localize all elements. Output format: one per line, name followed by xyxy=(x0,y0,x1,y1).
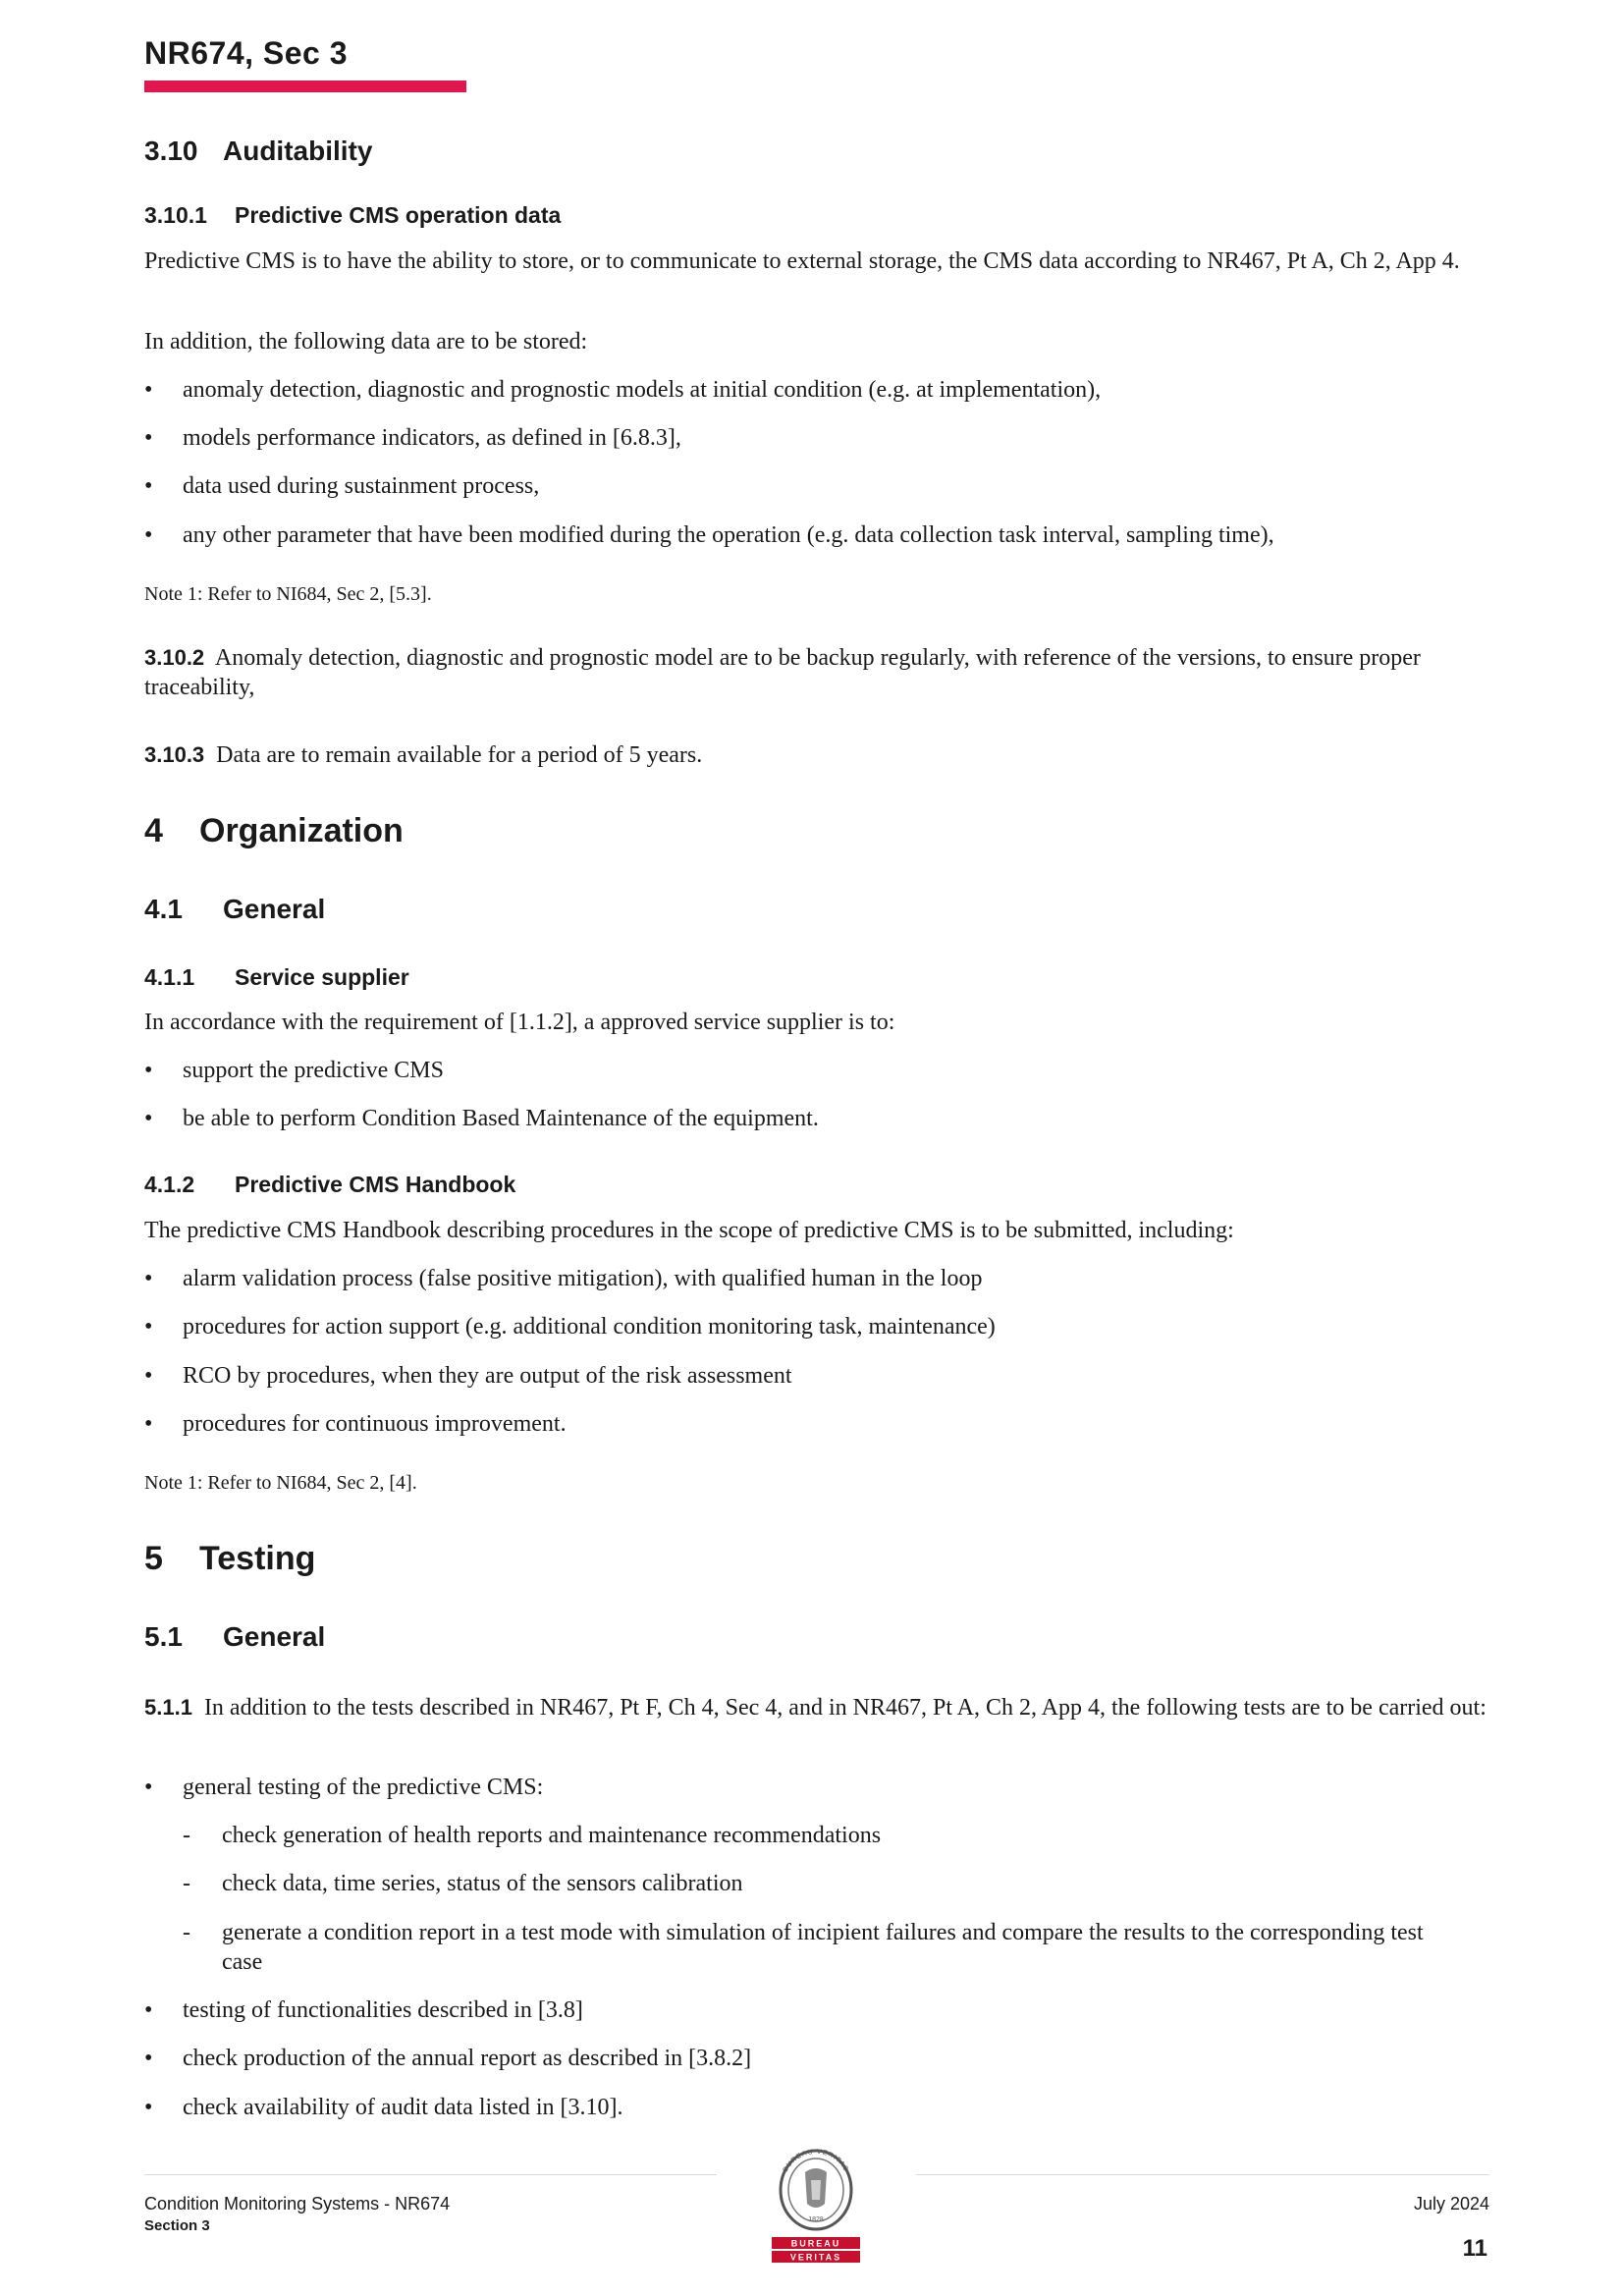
bullet-icon: • xyxy=(144,1411,153,1437)
footer-divider xyxy=(916,2174,1489,2175)
paragraph-3-10-2: 3.10.2 Anomaly detection, diagnostic and prognostic model are to be backup regularly, with reference of the versions, to ensure proper traceability, xyxy=(144,645,1421,700)
bullet-icon: • xyxy=(144,1058,153,1083)
paragraph-5-1-1: 5.1.1 In addition to the tests described in NR467, Pt F, Ch 4, Sec 4, and in NR467, Pt A, Ch 2, App 4, the following tests are to be carried out: xyxy=(144,1695,1487,1721)
bureau-veritas-logo-icon xyxy=(766,2143,866,2265)
heading-4: 4 Organization xyxy=(144,812,404,849)
heading-5-1: 5.1 General xyxy=(144,1621,326,1652)
paragraph: The predictive CMS Handbook describing procedures in the scope of predictive CMS is to be submitted, including: xyxy=(144,1218,1234,1243)
bullet-icon: • xyxy=(144,522,153,548)
heading-4-1-1: 4.1.1 Service supplier xyxy=(144,964,409,990)
bullet-icon: • xyxy=(144,473,153,499)
svg-text:BUREAU: BUREAU xyxy=(790,2238,841,2249)
footer-doc-info: Condition Monitoring Systems - NR674 Section 3 xyxy=(144,2194,451,2234)
svg-text:VERITAS: VERITAS xyxy=(789,2252,842,2263)
paragraph: In addition, the following data are to be stored: xyxy=(144,329,588,355)
paragraph-3-10-3: 3.10.3 Data are to remain available for a period of 5 years. xyxy=(144,742,703,768)
footer-divider xyxy=(144,2174,717,2175)
page-header-title: NR674, Sec 3 xyxy=(144,35,349,71)
svg-text:BUREAU VERITAS: BUREAU VERITAS xyxy=(782,2148,850,2173)
note: Note 1: Refer to NI684, Sec 2, [4]. xyxy=(144,1472,417,1494)
footer-date: July 2024 xyxy=(1413,2194,1489,2214)
bullet-icon: • xyxy=(144,2046,153,2071)
paragraph: In accordance with the requirement of [1.1.2], a approved service supplier is to: xyxy=(144,1010,895,1035)
bullet-icon: • xyxy=(144,377,153,403)
note: Note 1: Refer to NI684, Sec 2, [5.3]. xyxy=(144,583,432,605)
bullet-icon: • xyxy=(144,1363,153,1389)
dash-marker: - xyxy=(183,1871,190,1896)
heading-4-1-2: 4.1.2 Predictive CMS Handbook xyxy=(144,1172,516,1197)
header-accent-bar xyxy=(144,81,466,92)
bullet-icon: • xyxy=(144,2095,153,2120)
bullet-icon: • xyxy=(144,1775,153,1800)
dash-marker: - xyxy=(183,1823,190,1848)
bullet-icon: • xyxy=(144,1314,153,1339)
heading-4-1: 4.1 General xyxy=(144,894,326,924)
paragraph: Predictive CMS is to have the ability to store, or to communicate to external storage, the CMS data according to NR467, Pt A, Ch 2, App 4. xyxy=(144,248,1460,274)
bullet-icon: • xyxy=(144,1266,153,1291)
page-number: 11 xyxy=(1462,2235,1487,2262)
dash-marker: - xyxy=(183,1920,190,1945)
heading-5: 5 Testing xyxy=(144,1540,316,1577)
bullet-icon: • xyxy=(144,1106,153,1131)
bullet-icon: • xyxy=(144,1997,153,2023)
heading-3-10-1: 3.10.1 Predictive CMS operation data xyxy=(144,202,562,228)
svg-text:1828: 1828 xyxy=(808,2216,824,2223)
heading-3-10: 3.10 Auditability xyxy=(144,136,373,166)
document-page: NR674, Sec 3 3.10 Auditability 3.10.1 Predictive CMS operation data Predictive CMS is to have the ability to store, or to communicate to external storage, the CMS data according to NR467, Pt A, Ch 2, App 4. In addition, the following data are to be stored: • anomaly detection, diagnostic and prognostic models at initial condition (e.g. at implementation), • models performance indicators, as defined in [6.8.3], • data used during sustainment process, • any other parameter that have been modified during the operation (e.g. data collection task interval, sampling time), Note 1: Refer to NI684, Sec 2, [5.3]. 3.10.2 Anomaly detection, diagnostic and prognostic model are to be backup regularly, with reference of the versions, to ensure proper traceability, 3.10.3 Data are to remain available for a period of 5 years. 4 Organization 4.1 General 4.1.1 Service supplier In accordance with the requirement of [1.1.2], a approved service supplier is to: • support the predictive CMS • be able to perform Condition Based Maintenance of the equipment. 4.1.2 Predictive CMS Handbook The predictive CMS Handbook describing procedures in the scope of predictive CMS is to be submitted, including: • alarm validation process (false positive mitigation), with qualified human in the loop • procedures for action support (e.g. additional condition monitoring task, maintenance) • RCO by procedures, when they are output of the risk assessment • procedures for continuous improvement. Note 1: Refer to NI684, Sec 2, [4]. 5 Testing 5.1 General 5.1.1 In addition to the tests described in NR467, Pt F, Ch 4, Sec 4, and in NR467, Pt A, Ch 2, App 4, the following tests are to be carried out: • general testing of the predictive CMS: - check generation of health reports and maintenance recommendations - check data, time series, status of the sensors calibration - generate a condition report in a test mode with simulation of incipient failures and compare the results to the corresponding test case • testing of functionalities described in [3.8] • check production of the annual report as described in [3.8.2] • check availability of audit data listed in [3.10]. Condition Monitoring Systems - NR674 Section 3 BUREAU VERITAS 1828 BUREAU VERITAS July 2024 11 xyxy=(0,0,1622,2296)
bullet-icon: • xyxy=(144,425,153,451)
